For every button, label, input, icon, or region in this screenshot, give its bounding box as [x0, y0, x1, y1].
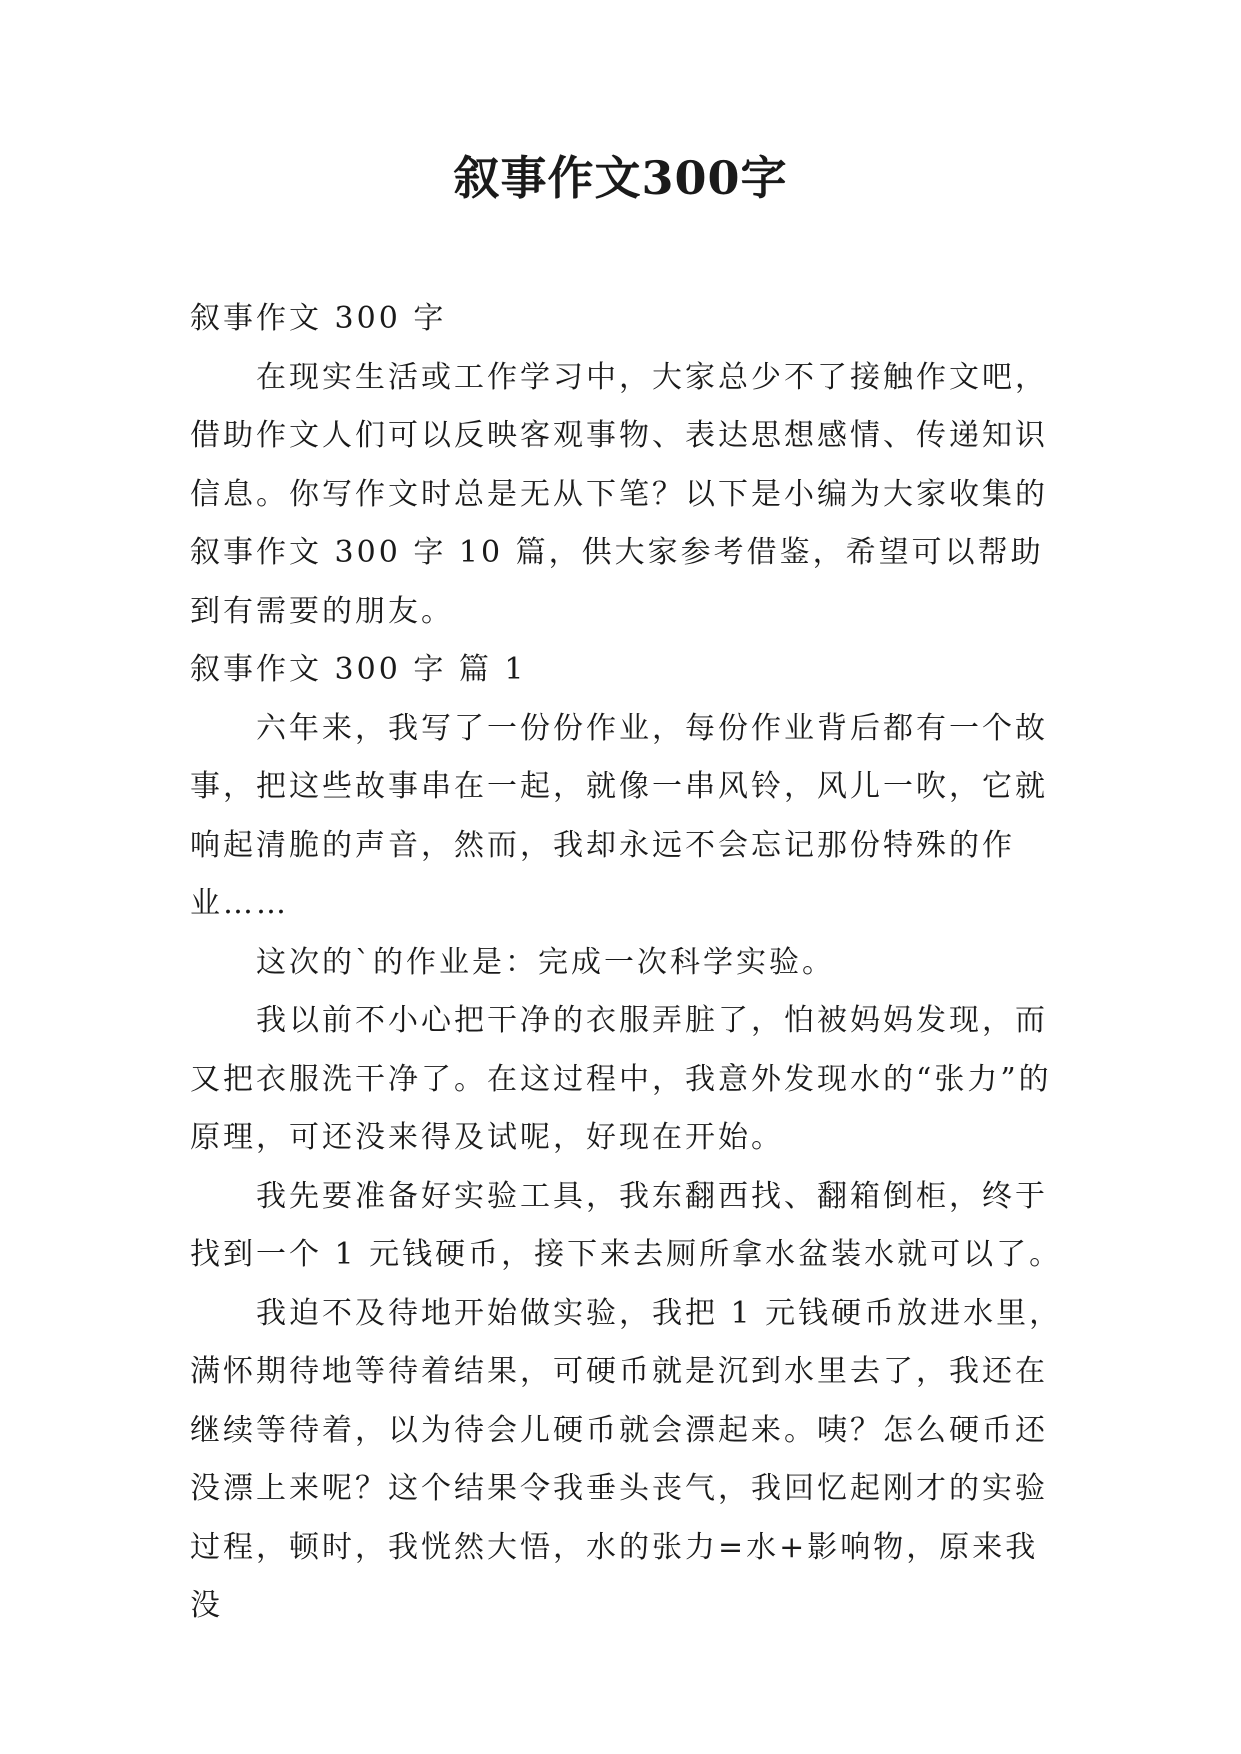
section-heading: 叙事作文 300 字: [190, 301, 447, 336]
paragraph: 在现实生活或工作学习中，大家总少不了接触作文吧，借助作文人们可以反映客观事物、表达思想感情、传递知识信息。你写作文时总是无从下笔？以下是小编为大家收集的叙事作文 300 字 10 篇，供大家参考借鉴，希望可以帮助到有需要的朋友。: [190, 359, 1048, 629]
paragraph: 六年来，我写了一份份作业，每份作业背后都有一个故事，把这些故事串在一起，就像一串风铃，风儿一吹，它就响起清脆的声音，然而，我却永远不会忘记那份特殊的作业……: [190, 710, 1048, 921]
paragraph: 这次的`的作业是：完成一次科学实验。: [256, 944, 835, 980]
paragraph: 我先要准备好实验工具，我东翻西找、翻箱倒柜，终于找到一个 1 元钱硬币，接下来去厕所拿水盆装水就可以了。: [190, 1178, 1063, 1272]
paragraph: 我迫不及待地开始做实验，我把 1 元钱硬币放进水里，满怀期待地等待着结果，可硬币就是沉到水里去了，我还在继续等待着，以为待会儿硬币就会漂起来。咦？怎么硬币还没漂上来呢？这个结果令我垂头丧气，我回忆起刚才的实验过程，顿时，我恍然大悟，水的张力=水+影响物，原来我没: [190, 1295, 1063, 1623]
section-heading: 叙事作文 300 字 篇 1: [190, 652, 527, 687]
document-title: 叙事作文300字: [453, 151, 788, 205]
document-body: [190, 290, 1070, 1636]
paragraph: 我以前不小心把干净的衣服弄脏了，怕被妈妈发现，而又把衣服洗干净了。在这过程中，我意外发现水的“张力”的原理，可还没来得及试呢，好现在开始。: [190, 1003, 1052, 1155]
